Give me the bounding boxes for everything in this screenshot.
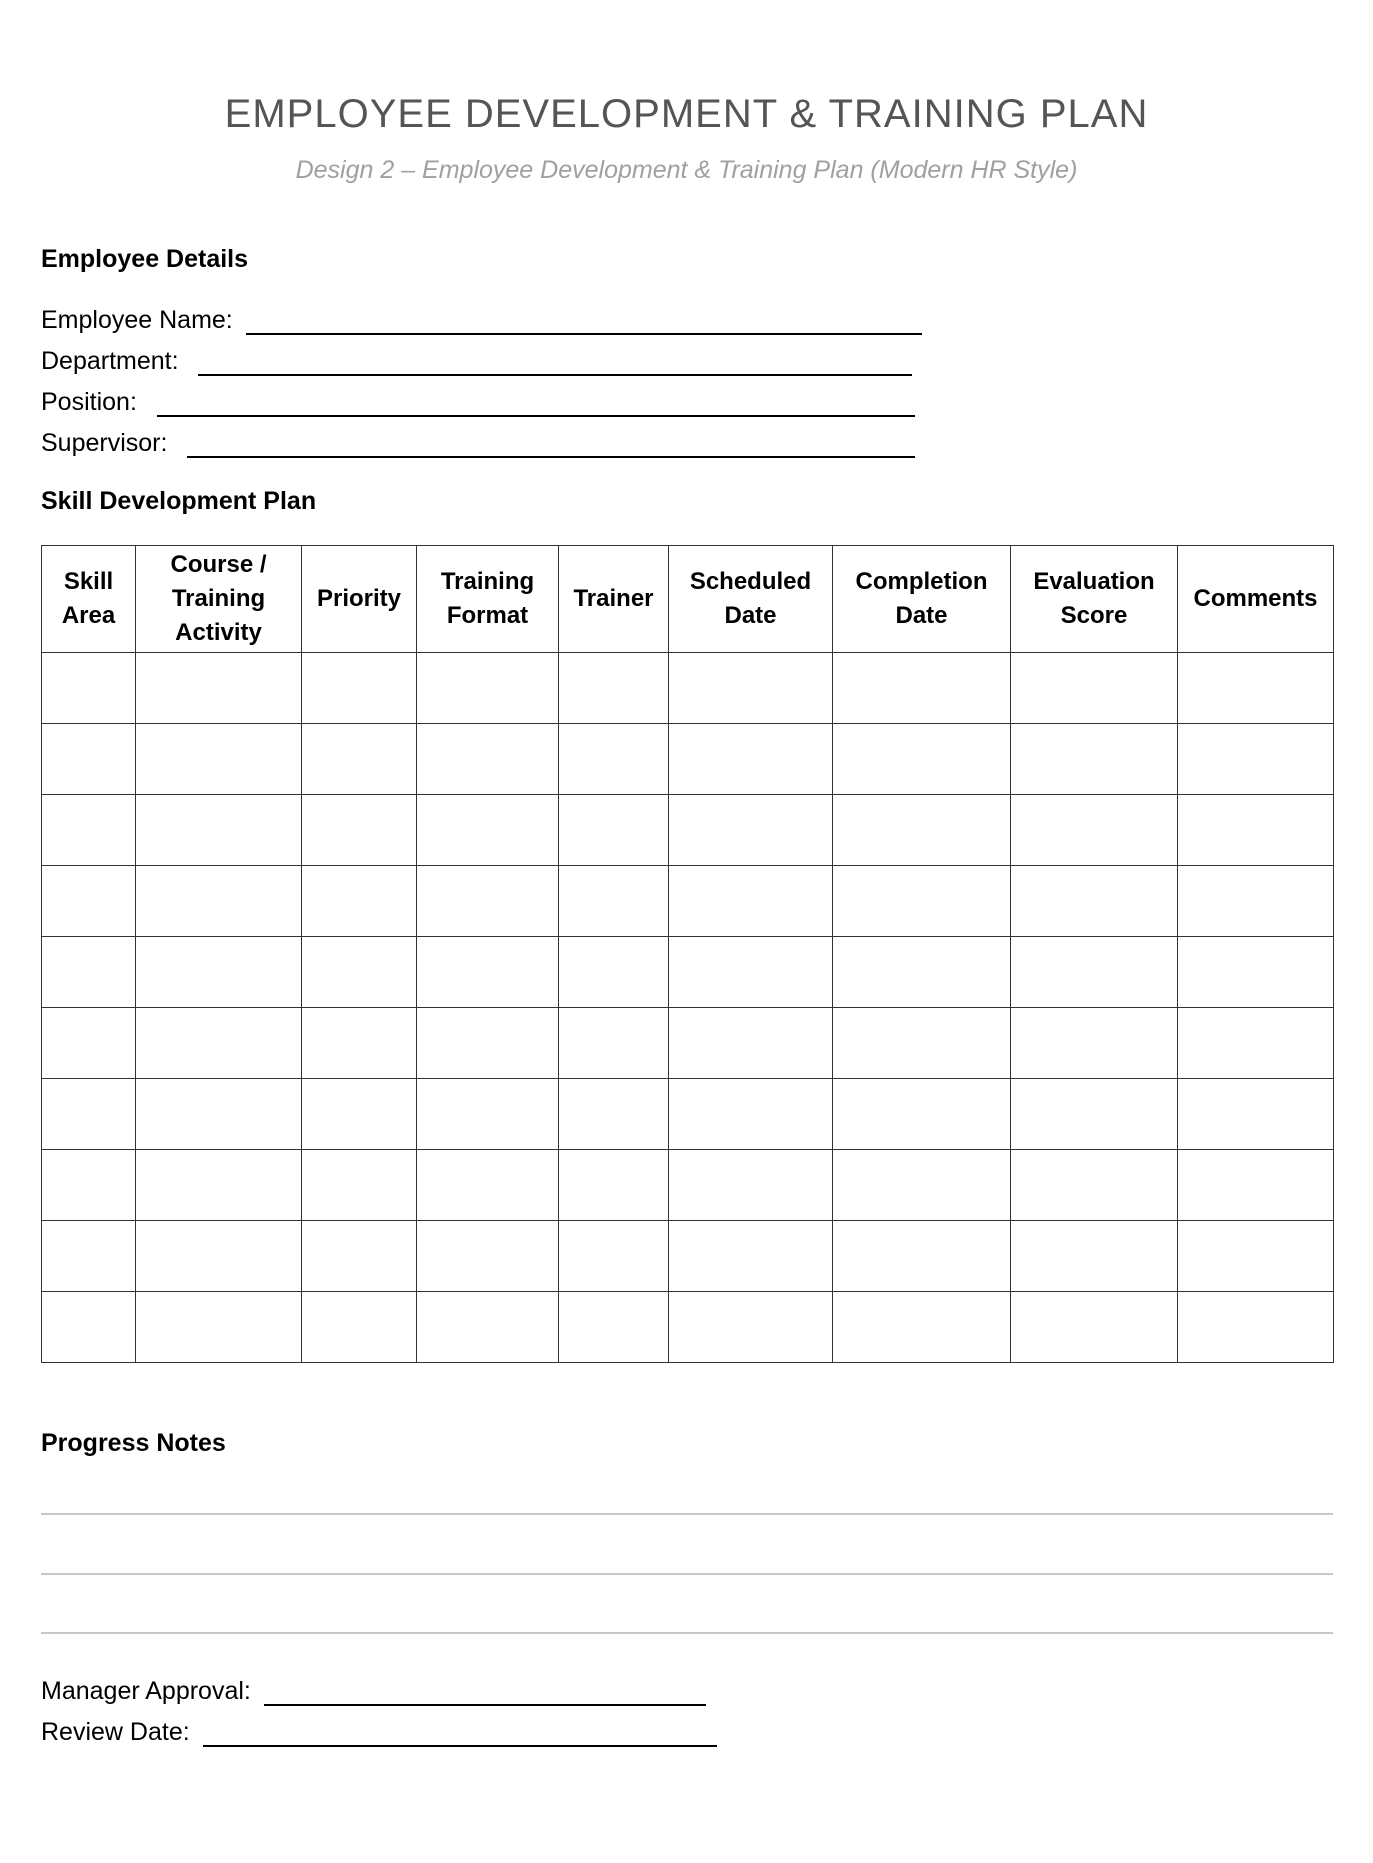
table-cell-priority[interactable] [302,1221,417,1292]
table-cell-trainer[interactable] [559,866,669,937]
review-date-label: Review Date: [41,1718,197,1746]
manager-approval-input[interactable] [264,1678,706,1706]
table-cell-scheduled-date[interactable] [669,1150,833,1221]
table-cell-comments[interactable] [1178,1292,1334,1363]
table-cell-training-format[interactable] [417,1079,559,1150]
document-title: EMPLOYEE DEVELOPMENT & TRAINING PLAN [224,92,1149,136]
table-cell-skill-area[interactable] [42,1079,136,1150]
table-cell-priority[interactable] [302,866,417,937]
table-cell-comments[interactable] [1178,653,1334,724]
table-row [42,724,1334,795]
table-cell-completion-date[interactable] [833,937,1011,1008]
table-row [42,866,1334,937]
table-cell-completion-date[interactable] [833,1079,1011,1150]
table-cell-trainer[interactable] [559,795,669,866]
employee-details-heading: Employee Details [41,245,249,273]
table-cell-scheduled-date[interactable] [669,1079,833,1150]
table-cell-course-training-activity[interactable] [136,1292,302,1363]
progress-notes-heading: Progress Notes [41,1429,226,1457]
department-label: Department: [41,347,193,375]
table-cell-evaluation-score[interactable] [1011,1079,1178,1150]
table-cell-trainer[interactable] [559,1008,669,1079]
table-cell-evaluation-score[interactable] [1011,1150,1178,1221]
supervisor-label: Supervisor: [41,429,182,457]
table-row [42,1150,1334,1221]
col-header-evaluation-score: Evaluation Score [1011,546,1178,653]
table-cell-skill-area[interactable] [42,724,136,795]
table-cell-priority[interactable] [302,724,417,795]
table-cell-course-training-activity[interactable] [136,1079,302,1150]
table-cell-completion-date[interactable] [833,653,1011,724]
table-cell-completion-date[interactable] [833,1008,1011,1079]
table-cell-trainer[interactable] [559,653,669,724]
supervisor-input[interactable] [187,430,915,458]
table-cell-course-training-activity[interactable] [136,795,302,866]
table-cell-skill-area[interactable] [42,1221,136,1292]
table-cell-completion-date[interactable] [833,1221,1011,1292]
supervisor-field [41,424,915,458]
progress-note-line-1[interactable] [41,1513,1333,1515]
table-cell-skill-area[interactable] [42,937,136,1008]
table-cell-training-format[interactable] [417,1008,559,1079]
col-header-completion-date: Completion Date [833,546,1011,653]
table-header-row [42,546,1334,653]
review-date-field [41,1713,717,1747]
table-cell-comments[interactable] [1178,866,1334,937]
table-row [42,1008,1334,1079]
table-cell-completion-date[interactable] [833,866,1011,937]
table-cell-priority[interactable] [302,937,417,1008]
table-cell-course-training-activity[interactable] [136,724,302,795]
table-cell-trainer[interactable] [559,1150,669,1221]
table-cell-trainer[interactable] [559,937,669,1008]
table-cell-skill-area[interactable] [42,866,136,937]
table-cell-comments[interactable] [1178,724,1334,795]
progress-note-line-3[interactable] [41,1632,1333,1634]
table-cell-completion-date[interactable] [833,1292,1011,1363]
table-cell-course-training-activity[interactable] [136,866,302,937]
table-cell-scheduled-date[interactable] [669,866,833,937]
table-cell-training-format[interactable] [417,1292,559,1363]
skill-plan-table [41,545,1334,1363]
position-input[interactable] [157,389,915,417]
table-cell-course-training-activity[interactable] [136,1150,302,1221]
table-cell-skill-area[interactable] [42,1292,136,1363]
table-row [42,1221,1334,1292]
employee-name-field [41,301,922,335]
table-cell-course-training-activity[interactable] [136,937,302,1008]
manager-approval-field [41,1672,706,1706]
table-cell-training-format[interactable] [417,937,559,1008]
table-row [42,1292,1334,1363]
table-cell-skill-area[interactable] [42,1008,136,1079]
col-header-priority: Priority [302,546,417,653]
table-cell-scheduled-date[interactable] [669,1221,833,1292]
table-cell-evaluation-score[interactable] [1011,1008,1178,1079]
table-cell-priority[interactable] [302,1008,417,1079]
table-row [42,937,1334,1008]
table-cell-skill-area[interactable] [42,795,136,866]
table-cell-trainer[interactable] [559,724,669,795]
table-cell-comments[interactable] [1178,1008,1334,1079]
table-row [42,653,1334,724]
position-label: Position: [41,388,151,416]
table-cell-training-format[interactable] [417,795,559,866]
table-cell-training-format[interactable] [417,1150,559,1221]
manager-approval-label: Manager Approval: [41,1677,258,1705]
table-cell-priority[interactable] [302,1079,417,1150]
table-cell-evaluation-score[interactable] [1011,937,1178,1008]
table-cell-comments[interactable] [1178,1221,1334,1292]
progress-note-line-2[interactable] [41,1573,1333,1575]
col-header-comments: Comments [1178,546,1334,653]
review-date-input[interactable] [203,1719,717,1747]
position-field [41,383,915,417]
table-cell-priority[interactable] [302,653,417,724]
table-cell-comments[interactable] [1178,937,1334,1008]
table-cell-evaluation-score[interactable] [1011,653,1178,724]
table-cell-training-format[interactable] [417,653,559,724]
table-cell-scheduled-date[interactable] [669,1292,833,1363]
table-cell-priority[interactable] [302,795,417,866]
department-field [41,342,912,376]
table-cell-evaluation-score[interactable] [1011,1292,1178,1363]
table-cell-skill-area[interactable] [42,653,136,724]
table-cell-evaluation-score[interactable] [1011,1221,1178,1292]
table-cell-scheduled-date[interactable] [669,1008,833,1079]
employee-name-label: Employee Name: [41,306,240,334]
skill-plan-heading: Skill Development Plan [41,487,317,515]
table-cell-scheduled-date[interactable] [669,724,833,795]
table-cell-scheduled-date[interactable] [669,937,833,1008]
table-row [42,1079,1334,1150]
table-cell-priority[interactable] [302,1292,417,1363]
table-cell-trainer[interactable] [559,1221,669,1292]
department-input[interactable] [198,348,912,376]
employee-name-input[interactable] [246,307,922,335]
table-cell-training-format[interactable] [417,724,559,795]
table-cell-training-format[interactable] [417,1221,559,1292]
table-cell-trainer[interactable] [559,1079,669,1150]
table-cell-course-training-activity[interactable] [136,653,302,724]
col-header-skill-area: Skill Area [42,546,136,653]
table-cell-training-format[interactable] [417,866,559,937]
table-cell-completion-date[interactable] [833,1150,1011,1221]
table-body [42,653,1334,1363]
table-cell-priority[interactable] [302,1150,417,1221]
table-cell-comments[interactable] [1178,1150,1334,1221]
table-row [42,795,1334,866]
table-cell-evaluation-score[interactable] [1011,724,1178,795]
table-cell-skill-area[interactable] [42,1150,136,1221]
table-cell-comments[interactable] [1178,795,1334,866]
document-subtitle: Design 2 – Employee Development & Training Plan (Modern HR Style) [295,156,1078,184]
table-cell-evaluation-score[interactable] [1011,866,1178,937]
table-cell-completion-date[interactable] [833,795,1011,866]
col-header-trainer: Trainer [559,546,669,653]
table-cell-evaluation-score[interactable] [1011,795,1178,866]
col-header-course: Course / Training Activity [136,546,302,653]
table-cell-comments[interactable] [1178,1079,1334,1150]
table-cell-scheduled-date[interactable] [669,795,833,866]
table-cell-course-training-activity[interactable] [136,1221,302,1292]
table-cell-scheduled-date[interactable] [669,653,833,724]
col-header-scheduled-date: Scheduled Date [669,546,833,653]
table-cell-trainer[interactable] [559,1292,669,1363]
col-header-training-format: Training Format [417,546,559,653]
table-cell-course-training-activity[interactable] [136,1008,302,1079]
table-cell-completion-date[interactable] [833,724,1011,795]
